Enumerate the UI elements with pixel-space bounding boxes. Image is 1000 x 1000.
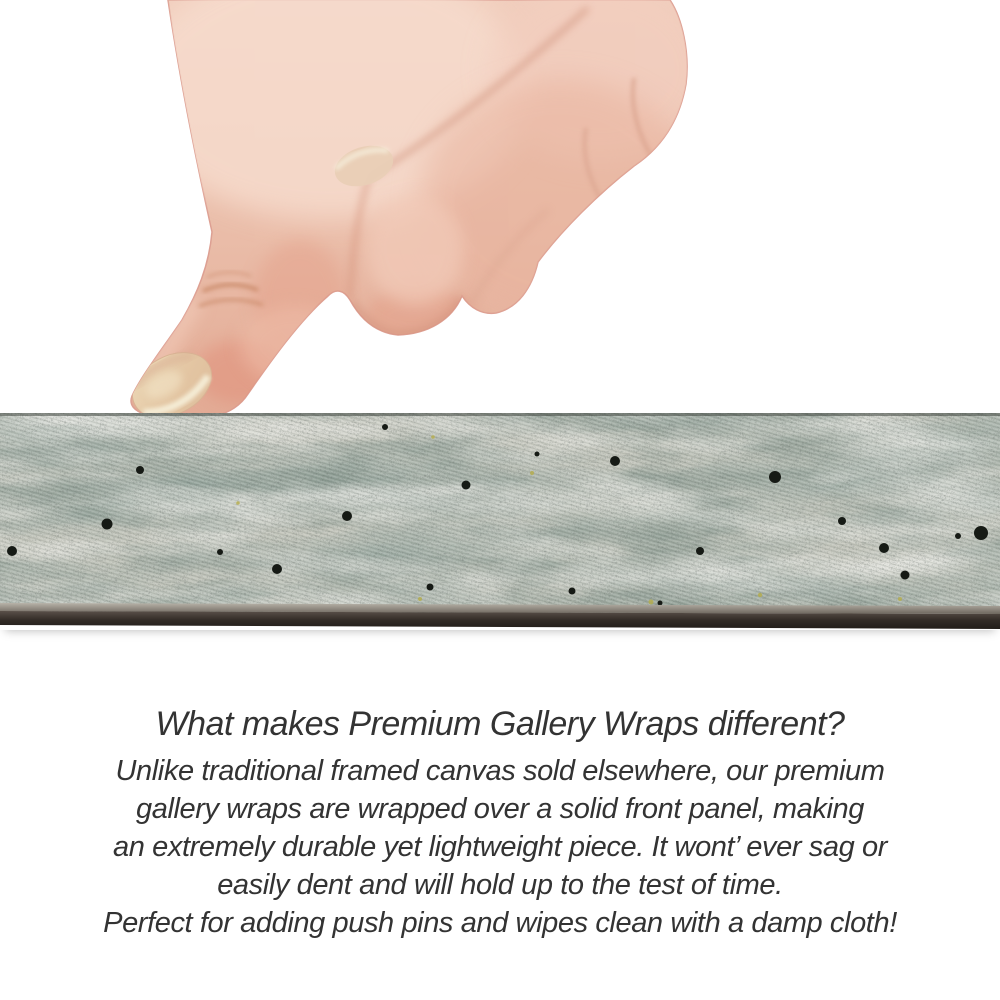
body-line-2: gallery wraps are wrapped over a solid front panel, making [136, 793, 864, 825]
hand-pressing-canvas-image [0, 0, 1000, 420]
canvas-grain [0, 413, 1000, 613]
body-line-3: an extremely durable yet lightweight piece. It wont’ ever sag or [113, 831, 887, 863]
board-dark-edge [0, 611, 1000, 629]
canvas-top-rim [0, 413, 1000, 416]
section-heading: What makes Premium Gallery Wraps different? [155, 705, 845, 743]
body-line-1: Unlike traditional framed canvas sold elsewhere, our premium [115, 755, 885, 787]
hand-photo [0, 0, 1000, 420]
thumb-ball-highlight [240, 305, 350, 385]
index-pad-highlight [367, 195, 463, 305]
canvas-texture-image [0, 413, 1000, 630]
body-line-5: Perfect for adding push pins and wipes clean with a damp cloth! [103, 907, 897, 939]
body-line-4: easily dent and will hold up to the test of time. [217, 869, 783, 901]
body-copy [0, 752, 1000, 942]
canvas-strip-photo [0, 413, 1000, 630]
